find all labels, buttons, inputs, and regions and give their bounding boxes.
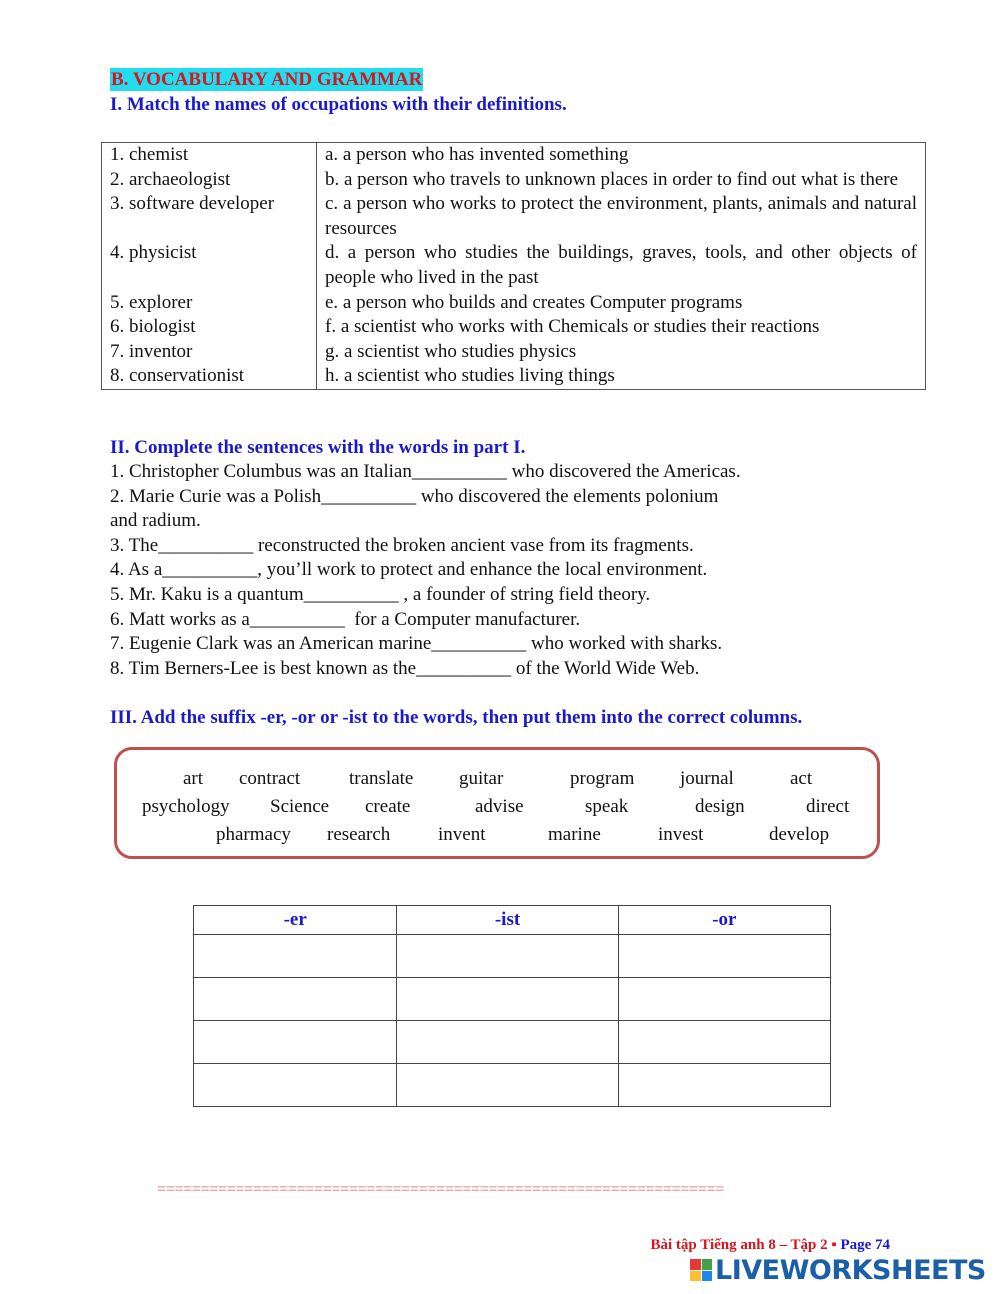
liveworksheets-logo — [690, 1253, 986, 1287]
word-bank-item: speak — [585, 796, 629, 817]
word-bank-item: marine — [548, 824, 601, 845]
page-footer — [643, 1220, 890, 1254]
occupation-cell: 1. chemist — [102, 143, 317, 168]
word-bank-item: guitar — [459, 768, 504, 789]
definition-cell: f. a scientist who works with Chemicals or studies their reactions — [325, 316, 820, 338]
logo-square — [702, 1271, 713, 1282]
word-bank-item: contract — [239, 768, 301, 789]
matching-table — [101, 142, 926, 390]
match-row — [102, 192, 926, 241]
suffix-row — [194, 935, 831, 978]
occupation-cell: 7. inventor — [102, 340, 317, 365]
occupation-cell: 6. biologist — [102, 315, 317, 340]
sentence-line: 5. Mr. Kaku is a quantum__________ , a founder of string field theory. — [110, 583, 651, 605]
word-bank-item: invent — [438, 824, 486, 845]
definition-cell: h. a scientist who studies living things — [325, 365, 615, 387]
part1-title: I. Match the names of occupations with their definitions. — [110, 94, 567, 115]
suffix-row — [194, 978, 831, 1021]
sentence-line: 8. Tim Berners-Lee is best known as the__________ of the World Wide Web. — [110, 657, 700, 679]
answer-cell[interactable] — [194, 1064, 397, 1107]
definition-cell: a. a person who has invented something — [325, 144, 629, 165]
logo-square — [690, 1259, 701, 1270]
answer-cell[interactable] — [618, 1064, 830, 1107]
section-title: B. VOCABULARY AND GRAMMAR — [111, 69, 423, 90]
match-row — [102, 241, 926, 290]
answer-cell[interactable] — [194, 1021, 397, 1064]
occupation-cell: 4. physicist — [102, 241, 317, 290]
answer-cell[interactable] — [397, 1064, 618, 1107]
word-bank-item: direct — [806, 796, 850, 817]
occupation-cell: 8. conservationist — [102, 364, 317, 389]
word-bank-item: pharmacy — [216, 824, 291, 845]
sentence-line: 6. Matt works as a__________ for a Computer manufacturer. — [110, 608, 581, 630]
definition-cell: b. a person who travels to unknown places in order to find out what is there — [325, 168, 899, 190]
definition-cell: c. a person who works to protect the environment, plants, animals and natural resources — [325, 193, 917, 239]
match-row — [102, 168, 926, 193]
word-bank-item: art — [183, 768, 204, 789]
sentence-list — [110, 460, 870, 681]
definition-cell: e. a person who builds and creates Computer programs — [325, 291, 743, 313]
divider-line: ================================================================= — [157, 1181, 725, 1198]
word-bank-item: invest — [658, 824, 704, 845]
suffix-column-header: -or — [618, 906, 830, 935]
word-bank-item: translate — [349, 768, 414, 789]
page-number: Page 74 — [840, 1237, 891, 1253]
word-bank-item: program — [570, 768, 635, 789]
suffix-table — [193, 905, 831, 1107]
match-row — [102, 143, 926, 168]
answer-cell[interactable] — [194, 978, 397, 1021]
match-row — [102, 291, 926, 316]
answer-cell[interactable] — [397, 1021, 618, 1064]
answer-cell[interactable] — [618, 978, 830, 1021]
answer-cell[interactable] — [618, 935, 830, 978]
occupation-cell: 3. software developer — [102, 192, 317, 241]
word-bank-item: advise — [475, 796, 524, 817]
answer-cell[interactable] — [194, 935, 397, 978]
answer-cell[interactable] — [397, 978, 618, 1021]
definition-cell: g. a scientist who studies physics — [325, 340, 577, 362]
word-bank-item: Science — [270, 796, 330, 817]
occupation-cell: 2. archaeologist — [102, 168, 317, 193]
word-bank-item: journal — [680, 768, 734, 789]
sentence-line: 2. Marie Curie was a Polish__________ who discovered the elements polonium — [110, 485, 719, 507]
logo-text: LIVEWORKSHEETS — [715, 1254, 986, 1286]
word-bank-item: develop — [769, 824, 830, 845]
word-bank-item: research — [327, 824, 391, 845]
logo-square — [702, 1259, 713, 1270]
sentence-line: 3. The__________ reconstructed the broken ancient vase from its fragments. — [110, 534, 694, 556]
match-row — [102, 340, 926, 365]
answer-cell[interactable] — [397, 935, 618, 978]
word-bank — [114, 747, 880, 859]
part2-title: II. Complete the sentences with the words in part I. — [110, 437, 526, 458]
word-bank-item: act — [790, 768, 813, 789]
suffix-row — [194, 1021, 831, 1064]
sentence-line: and radium. — [110, 510, 201, 532]
liveworksheets-icon — [690, 1259, 712, 1281]
match-row — [102, 315, 926, 340]
match-row — [102, 364, 926, 389]
answer-cell[interactable] — [618, 1021, 830, 1064]
suffix-row — [194, 1064, 831, 1107]
sentence-line: 7. Eugenie Clark was an American marine__________ who worked with sharks. — [110, 633, 723, 655]
definition-cell: d. a person who studies the buildings, graves, tools, and other objects of people who lived in the past — [325, 242, 917, 288]
word-bank-item: design — [695, 796, 745, 817]
suffix-column-header: -ist — [397, 906, 618, 935]
occupation-cell: 5. explorer — [102, 291, 317, 316]
part3-title: III. Add the suffix -er, -or or -ist to the words, then put them into the correct columns. — [110, 707, 803, 728]
suffix-column-header: -er — [194, 906, 397, 935]
sentence-line: 1. Christopher Columbus was an Italian__________ who discovered the Americas. — [110, 461, 741, 482]
word-bank-item: psychology — [142, 796, 230, 817]
book-title: Bài tập Tiếng anh 8 – Tập 2 ▪ — [650, 1237, 841, 1253]
sentence-line: 4. As a__________, you’ll work to protect and enhance the local environment. — [110, 559, 708, 581]
word-bank-item: create — [365, 796, 411, 817]
logo-square — [690, 1271, 701, 1282]
